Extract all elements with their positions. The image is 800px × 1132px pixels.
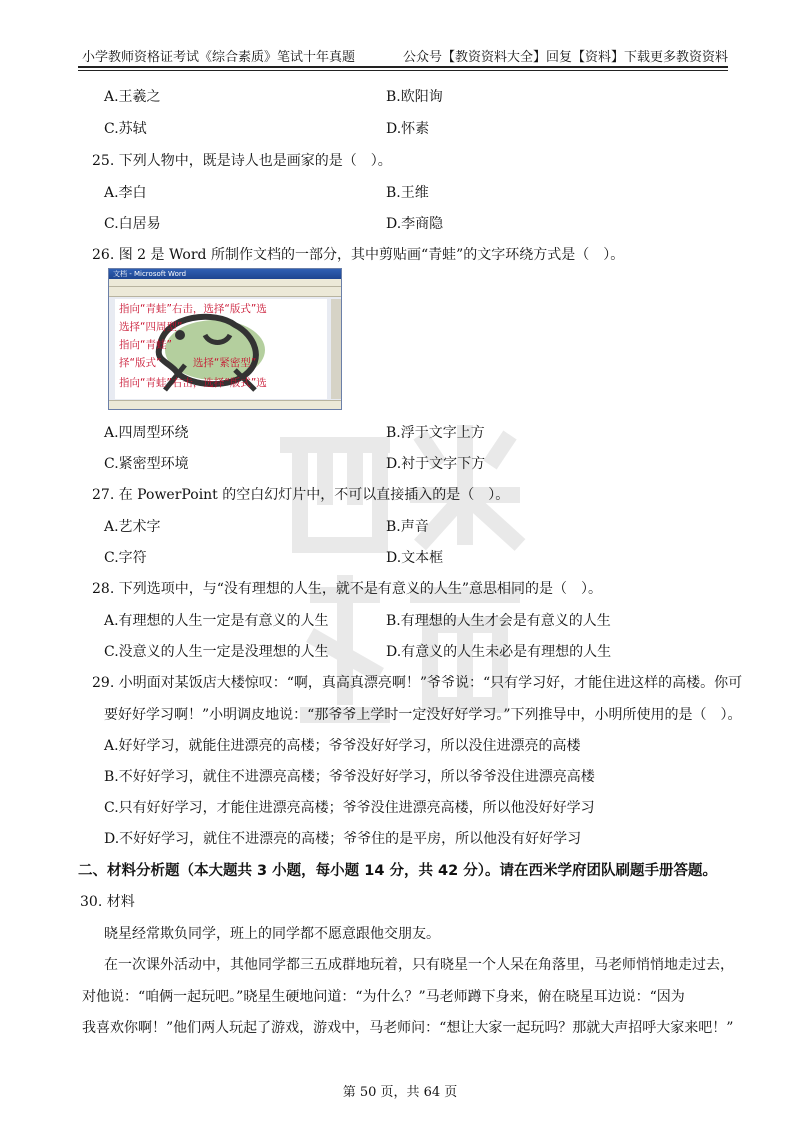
q25-option-b: B.王维: [386, 185, 429, 201]
q28-option-a: A.有理想的人生一定是有意义的人生: [104, 613, 329, 629]
q29-option-c: C.只有好好学习，才能住进漂亮高楼；爷爷没住进漂亮高楼，所以他没好好学习: [104, 800, 595, 816]
figure-document-area: [115, 299, 327, 399]
q26-option-b: B.浮于文字上方: [386, 425, 485, 441]
figure-toolbar: [109, 287, 341, 297]
q29-option-d: D.不好好学习，就住不进漂亮的高楼；爷爷住的是平房，所以他没有好好学习: [104, 831, 582, 847]
q27-option-b: B.声音: [386, 519, 429, 535]
page-header: [82, 46, 728, 68]
q28-option-b: B.有理想的人生才会是有意义的人生: [386, 613, 611, 629]
figure-status-bar: [109, 400, 341, 409]
header-left-title: 小学教师资格证考试《综合素质》笔试十年真题: [82, 50, 356, 65]
q26-option-d: D.衬于文字下方: [386, 456, 486, 472]
q26-option-a: A.四周型环绕: [104, 425, 189, 441]
figure-line-4: 择“版式” 选择“紧密型”: [119, 357, 257, 369]
q30-material-paragraph-2: 在一次课外活动中，其他同学都三五成群地玩着，只有晓星一个人呆在角落里，马老师悄悄地走过去，: [104, 957, 734, 973]
figure-scrollbar: [331, 299, 341, 399]
q26-stem: 26. 图 2 是 Word 所制作文档的一部分，其中剪贴画“青蛙”的文字环绕方式是（ ）。: [92, 247, 625, 263]
q28-option-d: D.有意义的人生未必是有理想的人生: [386, 644, 612, 660]
q29-option-a: A.好好学习，就能住进漂亮的高楼；爷爷没好好学习，所以没住进漂亮的高楼: [104, 738, 581, 754]
figure-line-5: 指向“青蛙”右击，选择“版式”选: [119, 377, 267, 389]
figure-line-2: 选择“四周型”: [119, 321, 183, 333]
figure-line-1: 指向“青蛙”右击，选择“版式”选: [119, 303, 267, 315]
q29-stem-line-2: 要好好学习啊！”小明调皮地说：“那爷爷上学时一定没好好学习。”下列推导中，小明所使用的是（ ）。: [104, 707, 742, 723]
q27-option-d: D.文本框: [386, 550, 444, 566]
figure-window-title: 文档 - Microsoft Word: [109, 269, 341, 279]
q26-option-c: C.紧密型环境: [104, 456, 189, 472]
figure-menu-bar: [109, 279, 341, 287]
header-right-promo: 公众号【教资资料大全】回复【资料】下载更多教资资料: [402, 50, 728, 65]
header-rule: [78, 66, 728, 71]
q24-option-d: D.怀素: [386, 121, 430, 137]
q28-stem: 28. 下列选项中，与“没有理想的人生，就不是有意义的人生”意思相同的是（ ）。: [92, 581, 603, 597]
q30-stem: 30. 材料: [80, 894, 135, 910]
q25-option-a: A.李白: [104, 185, 147, 201]
q24-option-c: C.苏轼: [104, 121, 147, 137]
q27-option-a: A.艺术字: [104, 519, 161, 535]
q25-option-d: D.李商隐: [386, 216, 444, 232]
q24-option-a: A.王羲之: [104, 89, 161, 105]
page-number-footer: 第 50 页，共 64 页: [342, 1085, 458, 1100]
q30-material-paragraph-2c: 我喜欢你啊！”他们两人玩起了游戏，游戏中，马老师问：“想让大家一起玩吗？那就大声招呼大家来吧！”: [82, 1020, 734, 1036]
q27-stem: 27. 在 PowerPoint 的空白幻灯片中，不可以直接插入的是（ ）。: [92, 487, 510, 503]
figure-line-3: 指向“青蛙”: [119, 339, 172, 351]
q28-option-c: C.没意义的人生一定是没理想的人生: [104, 644, 329, 660]
q27-option-c: C.字符: [104, 550, 147, 566]
q29-option-b: B.不好好学习，就住不进漂亮高楼；爷爷没好好学习，所以爷爷没住进漂亮高楼: [104, 769, 595, 785]
q25-option-c: C.白居易: [104, 216, 161, 232]
q30-material-paragraph-2b: 对他说：“咱俩一起玩吧。”晓星生硬地问道：“为什么？”马老师蹲下身来，俯在晓星耳边说：“因为: [82, 989, 685, 1005]
q29-stem-line-1: 29. 小明面对某饭店大楼惊叹：“啊，真高真漂亮啊！”爷爷说：“只有学习好，才能住进这样的高楼。你可: [92, 675, 743, 691]
q30-material-paragraph-1: 晓星经常欺负同学，班上的同学都不愿意跟他交朋友。: [104, 926, 440, 942]
section-2-title: 二、材料分析题（本大题共 3 小题，每小题 14 分，共 42 分）。请在西米学府团队刷题手册答题。: [78, 863, 717, 879]
word-screenshot-figure: [108, 268, 342, 410]
q24-option-b: B.欧阳询: [386, 89, 443, 105]
q25-stem: 25. 下列人物中，既是诗人也是画家的是（ ）。: [92, 153, 392, 169]
